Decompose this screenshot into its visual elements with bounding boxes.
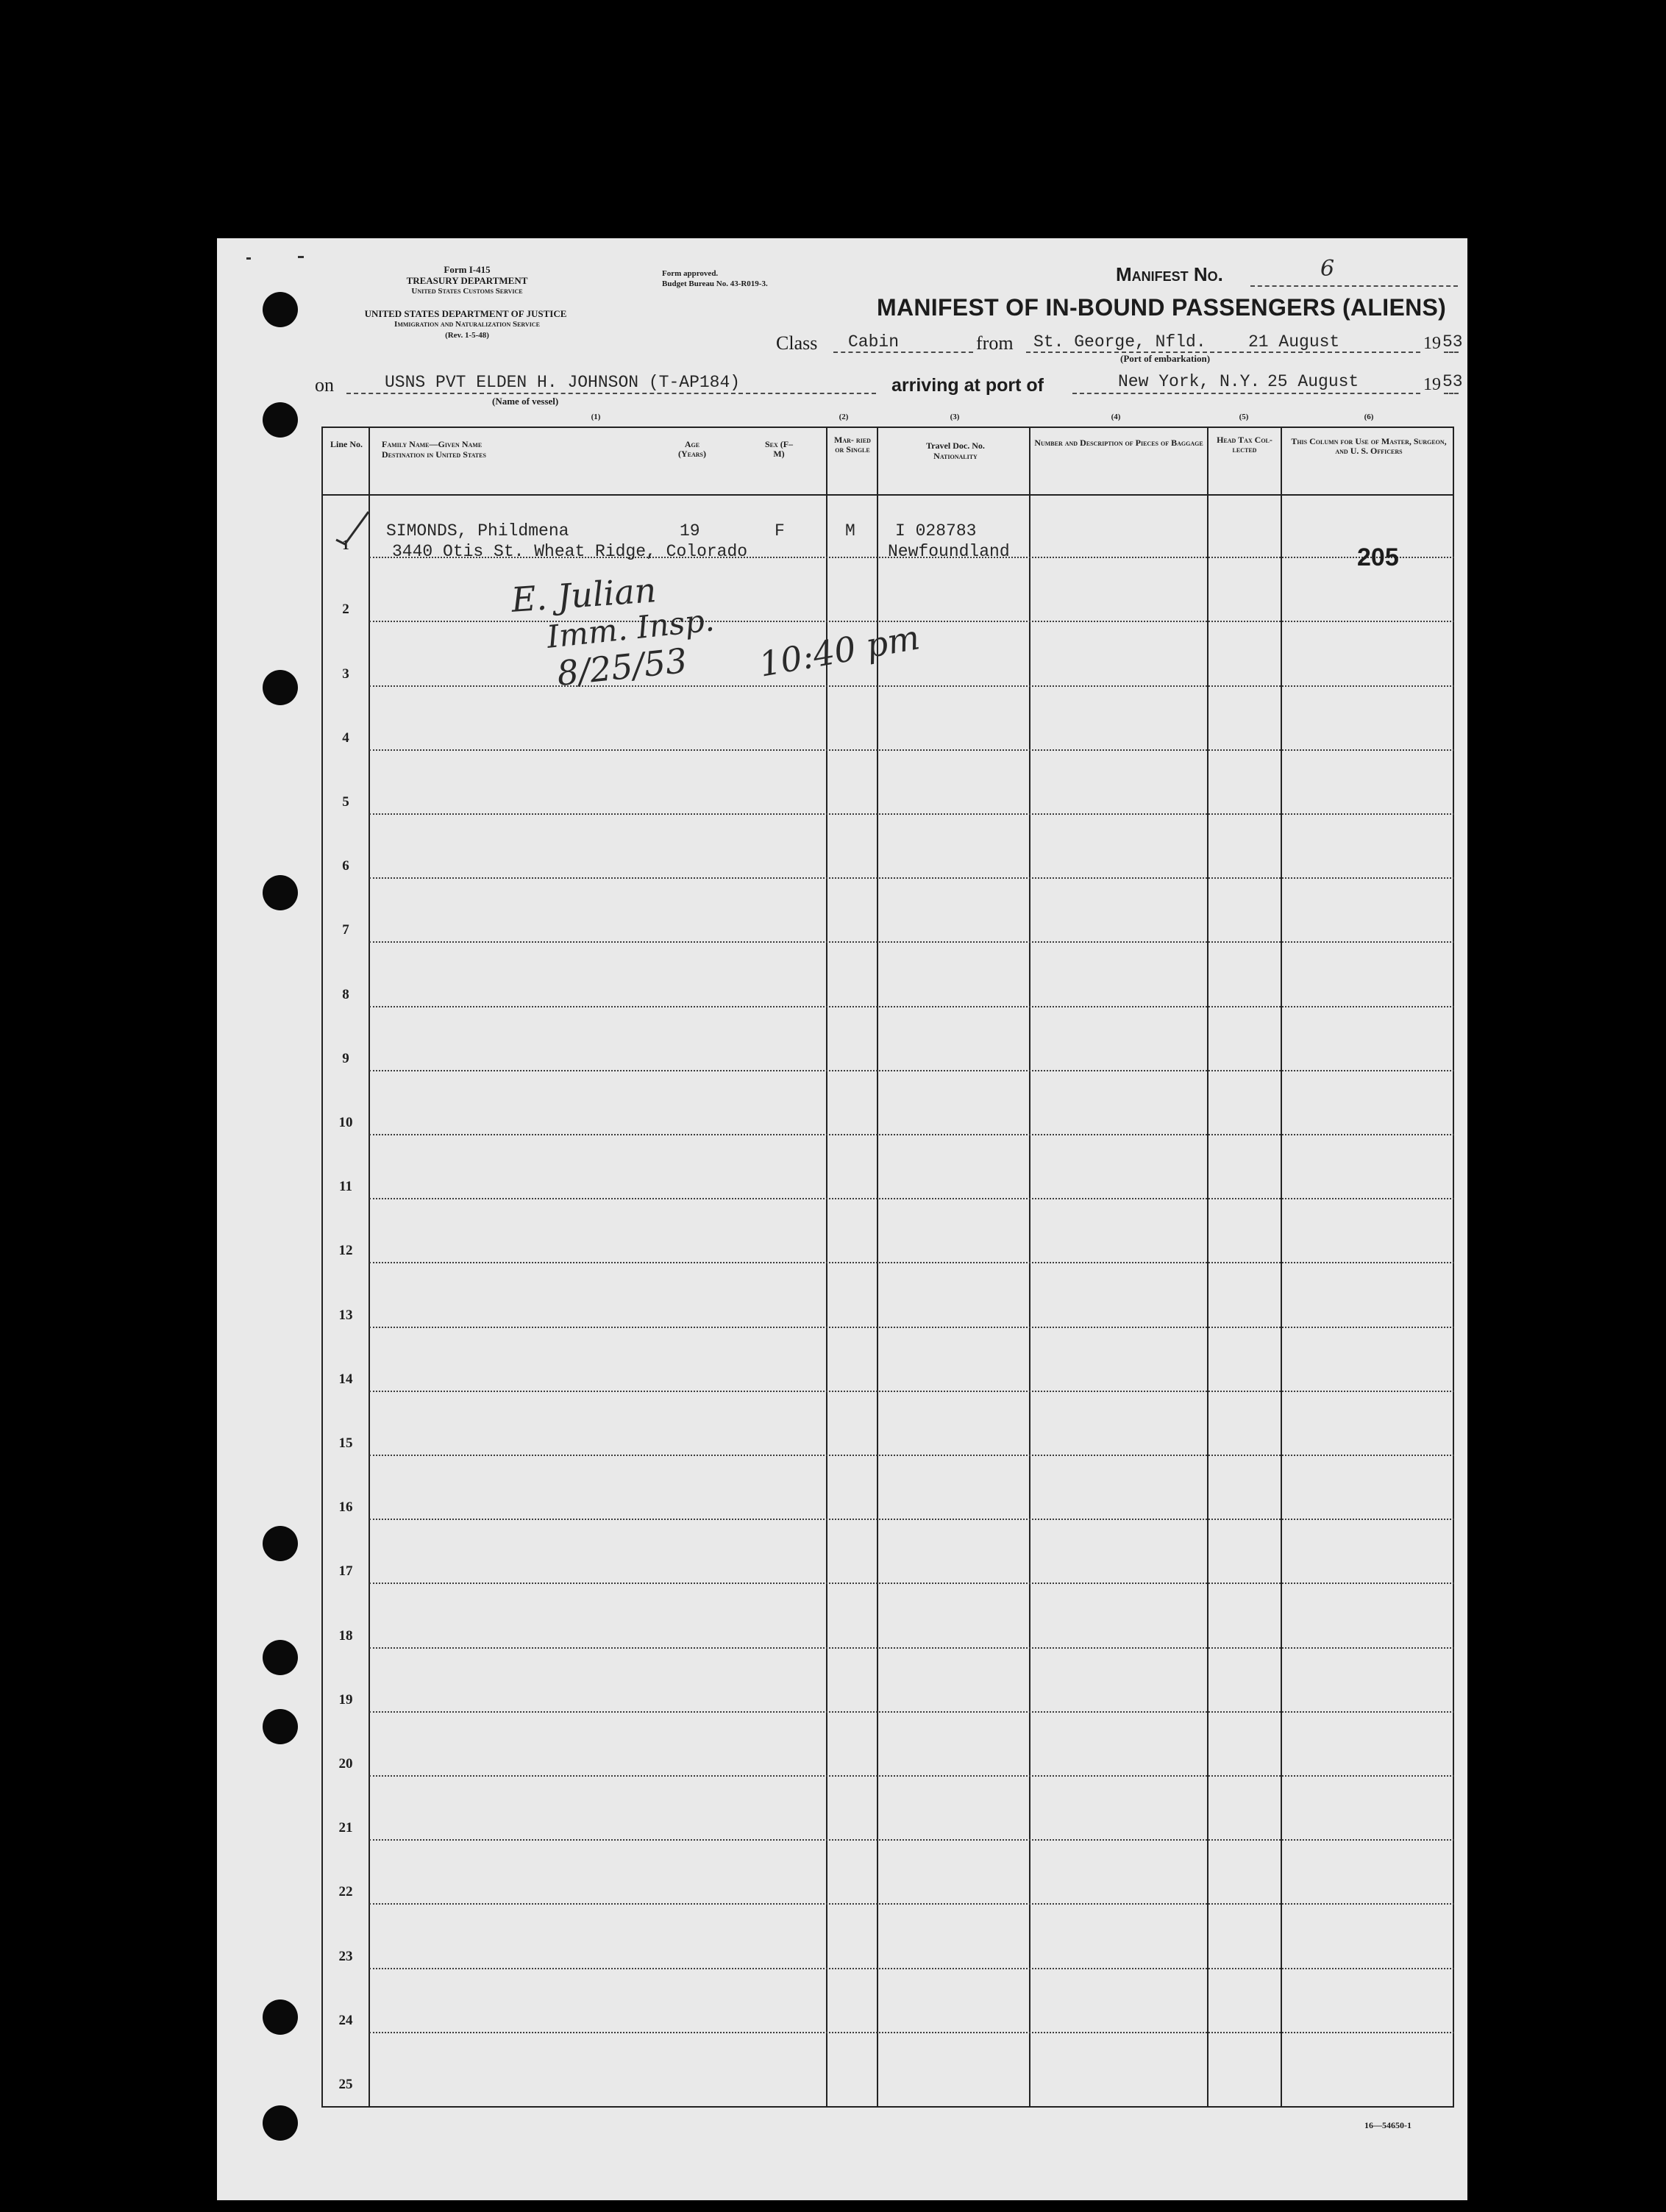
entry-travel-doc: I 028783: [895, 521, 977, 540]
row-line: [369, 1070, 1454, 1071]
entry-nationality: Newfoundland: [888, 542, 1010, 561]
hdr-married: Mar- ried or Single: [834, 435, 871, 454]
header-rule: [323, 494, 1453, 496]
row-number: 21: [338, 1820, 353, 1836]
hdr-head-tax: Head Tax Col- lected: [1217, 435, 1272, 454]
passenger-table: [321, 427, 1454, 2108]
treasury-dept: TREASURY DEPARTMENT: [406, 275, 528, 286]
row-line: [369, 1968, 1454, 1969]
row-number: 10: [338, 1115, 353, 1130]
inspector-signature: E. Julian: [510, 570, 658, 620]
binder-hole: [263, 670, 298, 705]
arrival-line: [1072, 393, 1420, 394]
row-line: [369, 813, 1454, 815]
from-port: St. George, Nfld.: [1033, 332, 1206, 352]
arrival-year: 53: [1442, 372, 1463, 391]
binder-hole: [263, 402, 298, 438]
row-number: 12: [338, 1243, 353, 1259]
row-number: 9: [342, 1050, 349, 1066]
form-number: Form I-415: [444, 264, 491, 275]
port-embark-caption: (Port of embarkation): [1120, 353, 1211, 364]
row-number: 6: [342, 858, 349, 874]
row-number: 7: [342, 922, 349, 938]
form-approved: Form approved.: [662, 269, 719, 278]
class-value: Cabin: [848, 332, 900, 352]
manifest-no-label: Manifest No.: [1116, 263, 1223, 285]
row-line: [369, 685, 1454, 687]
binder-hole: [263, 1640, 298, 1675]
row-line: [369, 1839, 1454, 1841]
row-number: 15: [338, 1435, 353, 1451]
hdr-sex: Sex (F–M): [764, 439, 794, 459]
on-label: on: [315, 374, 334, 396]
row-line: [369, 2032, 1454, 2033]
row-number: 11: [339, 1179, 352, 1195]
hdr-baggage: Number and Description of Pieces of Baggage: [1034, 438, 1203, 448]
row-number: 14: [338, 1371, 353, 1387]
budget-bureau: Budget Bureau No. 43-R019-3.: [662, 279, 768, 288]
print-code: 16—54650-1: [1364, 2120, 1412, 2130]
row-number: 1: [342, 538, 349, 554]
binder-hole: [263, 1709, 298, 1744]
row-number: 22: [338, 1884, 353, 1900]
arriving-label: arriving at port of: [891, 375, 1044, 396]
row-number: 3: [342, 666, 349, 682]
from-year-line: [1444, 352, 1459, 353]
row-number: 2: [342, 602, 349, 618]
entry-married: M: [845, 521, 855, 540]
binder-hole: [263, 1526, 298, 1561]
row-number: 23: [338, 1948, 353, 1964]
entry-destination: 3440 Otis St. Wheat Ridge, Colorado: [392, 542, 748, 561]
row-line: [369, 1519, 1454, 1520]
from-line: [1026, 352, 1420, 353]
inspection-date: 8/25/53: [555, 640, 689, 694]
class-line: [833, 352, 973, 353]
entry-age: 19: [680, 521, 700, 540]
arrival-port: New York, N.Y.: [1118, 372, 1261, 391]
col-num-2: (2): [839, 413, 849, 421]
col-num-4: (4): [1111, 413, 1121, 421]
col-num-6: (6): [1364, 413, 1374, 421]
from-year: 53: [1442, 332, 1463, 352]
col-rule-tax: [1281, 428, 1282, 2106]
row-number: 24: [338, 2012, 353, 2028]
col-rule-travel: [1029, 428, 1030, 2106]
binder-hole: [263, 2105, 298, 2141]
hdr-officers: This Column for Use of Master, Surgeon, and U. S. Officers: [1291, 436, 1447, 456]
from-date: 21 August: [1248, 332, 1340, 352]
check-mark-icon: [330, 506, 374, 550]
vessel-caption: (Name of vessel): [492, 396, 559, 407]
row-line: [369, 1711, 1454, 1713]
row-line: [369, 877, 1454, 879]
col-num-3: (3): [950, 413, 960, 421]
row-number: 8: [342, 986, 349, 1002]
speck-mark: [298, 256, 304, 258]
form-revision: (Rev. 1-5-48): [445, 331, 489, 340]
ins-service: Immigration and Naturalization Service: [394, 320, 540, 329]
inspection-time: 10:40 pm: [755, 617, 923, 685]
binder-hole: [263, 875, 298, 910]
hdr-line-no: Line No.: [330, 439, 363, 449]
manifest-no-line: [1250, 285, 1458, 287]
class-label: Class: [776, 332, 818, 354]
manifest-form: [217, 238, 1467, 2200]
row-line: [369, 1134, 1454, 1135]
row-line: [369, 1775, 1454, 1777]
justice-dept: UNITED STATES DEPARTMENT OF JUSTICE: [364, 308, 567, 319]
arrival-date: 25 August: [1267, 372, 1359, 391]
col-rule-name: [826, 428, 827, 2106]
row-number: 16: [338, 1499, 353, 1516]
col-rule-married: [877, 428, 878, 2106]
arrival-year-line: [1444, 393, 1459, 394]
hdr-destination: Destination in United States: [382, 449, 486, 460]
entry-sex: F: [775, 521, 785, 540]
entry-name: SIMONDS, Phildmena: [386, 521, 569, 540]
row-number: 17: [338, 1563, 353, 1580]
vessel-name: USNS PVT ELDEN H. JOHNSON (T-AP184): [385, 373, 741, 392]
hdr-nationality: Nationality: [933, 451, 978, 461]
col-rule-line: [369, 428, 370, 2106]
row-number: 19: [338, 1691, 353, 1708]
row-number: 25: [338, 2077, 353, 2092]
from-label: from: [976, 332, 1014, 354]
customs-service: United States Customs Service: [411, 287, 523, 296]
from-year-prefix: 19: [1423, 334, 1441, 353]
arrival-year-prefix: 19: [1423, 375, 1441, 394]
vessel-line: [346, 393, 876, 394]
col-num-5: (5): [1239, 413, 1249, 421]
row-number: 20: [338, 1756, 353, 1772]
row-number: 18: [338, 1627, 353, 1644]
col-num-1: (1): [591, 413, 601, 421]
row-line: [369, 1198, 1454, 1199]
hdr-travel-doc: Travel Doc. No.: [926, 440, 985, 451]
binder-hole: [263, 1999, 298, 2035]
row-line: [369, 1647, 1454, 1649]
row-number: 13: [338, 1307, 353, 1323]
form-title: MANIFEST OF IN-BOUND PASSENGERS (ALIENS): [877, 294, 1447, 321]
row-line: [369, 749, 1454, 751]
hdr-age: Age (Years): [678, 439, 706, 459]
row-line: [369, 1583, 1454, 1584]
row-line: [369, 1327, 1454, 1328]
manifest-no-value: 6: [1320, 256, 1335, 282]
row-line: [369, 1455, 1454, 1456]
col-rule-baggage: [1207, 428, 1208, 2106]
inspector-role: Imm. Insp.: [545, 602, 716, 655]
row-line: [369, 1903, 1454, 1905]
row-line: [369, 1262, 1454, 1263]
binder-hole: [263, 292, 298, 327]
row-line: [369, 941, 1454, 943]
entry-officer-number: 205: [1357, 543, 1399, 571]
row-number: 4: [342, 729, 349, 746]
speck-mark: [246, 257, 251, 260]
row-line: [369, 1006, 1454, 1007]
hdr-name: Family Name—Given Name: [382, 439, 483, 449]
row-number: 5: [342, 794, 349, 810]
row-line: [369, 1391, 1454, 1392]
